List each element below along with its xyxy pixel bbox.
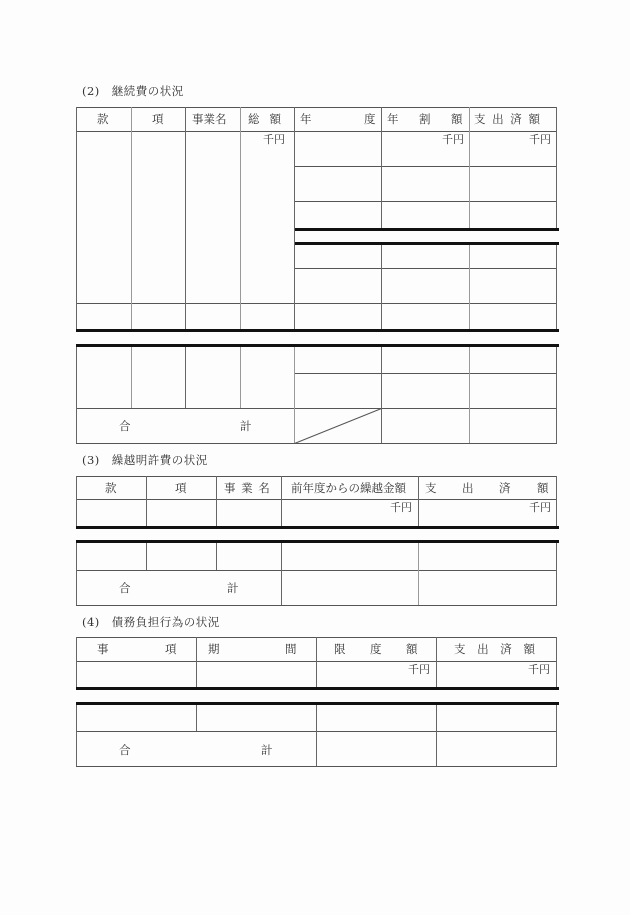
section-title-carryover-expenses: (3) 繰越明許費の状況 <box>82 453 208 467</box>
column-line <box>76 543 77 605</box>
header-kan: 款 <box>105 481 117 495</box>
cut-line <box>76 344 559 347</box>
column-line <box>294 107 295 329</box>
table-border-top <box>76 476 557 477</box>
header-nendo-a: 年 <box>300 112 312 126</box>
header-kou: 項 <box>175 481 187 495</box>
row-divider <box>294 268 557 269</box>
total-label-b: 計 <box>261 743 273 757</box>
header-jikou-b: 項 <box>165 642 177 656</box>
column-line <box>556 476 557 526</box>
column-line <box>185 347 186 408</box>
cut-line <box>294 228 559 231</box>
cell-jigyomei[interactable] <box>186 132 240 303</box>
header-shishutsu-b: 出 <box>462 481 474 495</box>
header-shishutsu-d: 額 <box>537 481 549 495</box>
header-nendo-b: 度 <box>364 112 376 126</box>
unit-shishutsu: 千円 <box>529 501 551 514</box>
header-divider <box>76 499 557 500</box>
header-kan: 款 <box>97 112 109 126</box>
header-gendo-c: 額 <box>406 642 418 656</box>
header-kou: 項 <box>152 112 164 126</box>
column-line <box>316 637 317 687</box>
header-jigyomei: 事業名 <box>192 112 227 126</box>
table-border-bottom <box>76 766 557 767</box>
header-kurikoshi: 前年度からの繰越金額 <box>291 481 406 495</box>
row-divider <box>76 570 557 571</box>
unit-gendo: 千円 <box>408 663 430 676</box>
column-line <box>556 347 557 443</box>
column-line <box>436 637 437 687</box>
unit-shishutsu: 千円 <box>528 663 550 676</box>
column-line <box>146 543 147 570</box>
column-line <box>469 347 470 443</box>
column-line <box>381 107 382 228</box>
header-nenwari-c: 額 <box>451 112 463 126</box>
column-line <box>76 705 77 766</box>
column-line <box>131 347 132 408</box>
column-line <box>556 245 557 329</box>
row-divider <box>76 303 557 304</box>
total-label-b: 計 <box>227 581 239 595</box>
column-line <box>316 705 317 766</box>
column-line <box>469 107 470 228</box>
unit-nenwari: 千円 <box>442 133 464 146</box>
column-line <box>281 476 282 526</box>
cell-kou[interactable] <box>132 132 185 303</box>
section-title-debt-burden: (4) 債務負担行為の状況 <box>82 615 220 629</box>
total-label-b: 計 <box>240 419 252 433</box>
table-border-bottom <box>76 605 557 606</box>
header-gendo-b: 度 <box>370 642 382 656</box>
header-shishutsu: 支 出 済 額 <box>454 642 539 656</box>
unit-kurikoshi: 千円 <box>390 501 412 514</box>
header-sogaku-b: 額 <box>269 112 281 126</box>
column-line <box>76 347 77 443</box>
header-shishutsu-c: 済 <box>499 481 511 495</box>
header-kikan-b: 間 <box>285 642 297 656</box>
column-line <box>381 245 382 329</box>
column-line <box>281 543 282 605</box>
unit-sogaku: 千円 <box>263 133 285 146</box>
header-jigyomei: 事 業 名 <box>224 481 271 495</box>
column-line <box>196 637 197 687</box>
cut-line <box>76 329 559 332</box>
column-line <box>469 245 470 329</box>
column-line <box>556 543 557 605</box>
cell-kan[interactable] <box>77 132 131 303</box>
section-title-continuing-expenses: (2) 継続費の状況 <box>82 84 184 98</box>
header-sogaku-a: 総 <box>248 112 260 126</box>
column-line <box>216 543 217 570</box>
header-gendo-a: 限 <box>334 642 346 656</box>
cut-line <box>294 242 559 245</box>
cut-line <box>76 687 559 690</box>
column-line <box>418 543 419 605</box>
total-label-a: 合 <box>119 743 131 757</box>
row-divider <box>294 166 557 167</box>
column-line <box>418 476 419 526</box>
cut-line <box>76 702 559 705</box>
column-line <box>556 705 557 766</box>
column-line <box>556 107 557 228</box>
column-line <box>240 347 241 408</box>
table-border-top <box>76 107 557 108</box>
column-line <box>216 476 217 526</box>
header-kikan-a: 期 <box>208 642 220 656</box>
header-shishutsu-a: 支 <box>425 481 437 495</box>
cut-line <box>76 526 559 529</box>
row-divider <box>294 201 557 202</box>
total-label-a: 合 <box>119 419 131 433</box>
column-line <box>436 705 437 766</box>
cut-line <box>76 540 559 543</box>
total-label-a: 合 <box>119 581 131 595</box>
column-line <box>76 637 77 687</box>
diagonal-slash <box>294 408 382 444</box>
header-jikou-a: 事 <box>97 642 109 656</box>
header-shishutsu: 支 出 済 額 <box>474 112 542 126</box>
header-nenwari-b: 割 <box>419 112 431 126</box>
header-nenwari-a: 年 <box>387 112 399 126</box>
column-line <box>556 637 557 687</box>
column-line <box>196 705 197 731</box>
unit-shishutsu: 千円 <box>529 133 551 146</box>
column-line <box>76 476 77 526</box>
cell-sogaku[interactable] <box>241 146 294 303</box>
row-divider <box>294 373 557 374</box>
column-line <box>146 476 147 526</box>
header-sogaku <box>248 112 281 126</box>
